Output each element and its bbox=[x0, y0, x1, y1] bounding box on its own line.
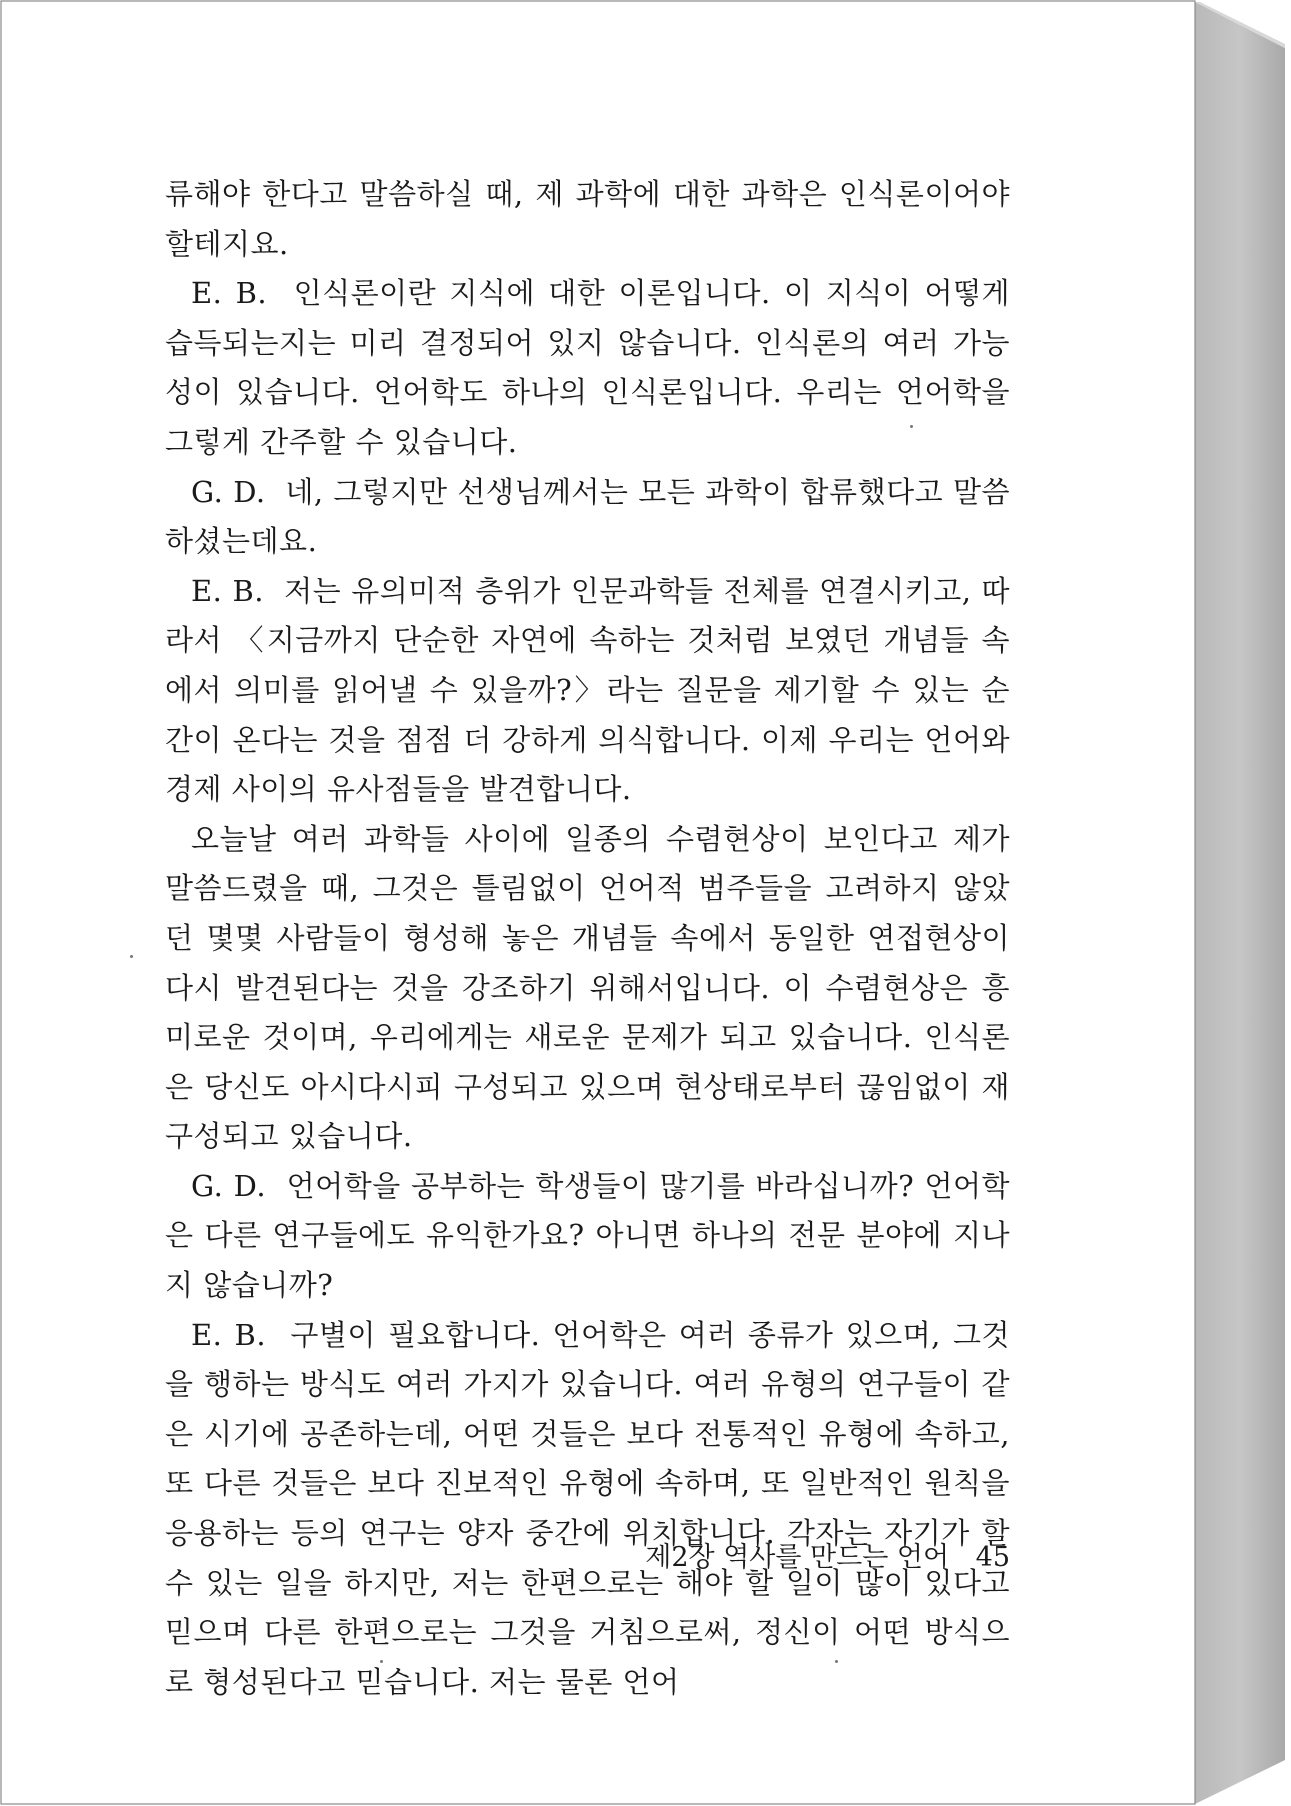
paragraph bbox=[165, 468, 1010, 567]
running-footer bbox=[630, 1535, 1010, 1575]
body-text bbox=[165, 170, 1010, 1707]
speaker-tag: G. D. bbox=[191, 474, 266, 509]
paragraph bbox=[165, 567, 1010, 815]
chapter-title: 역사를 만드는 언어 bbox=[723, 1542, 950, 1573]
paragraph-text: 인식론이란 지식에 대한 이론입니다. 이 지식이 어떻게 습득되는지는 미리 결정되어 있지 않습니다. 인식론의 여러 가능성이 있습니다. 언어학도 하나의 인식론입니다. 우리는 언어학을 그렇게 간주할 수 있습니다. bbox=[165, 276, 1011, 459]
speaker-tag: E. B. bbox=[191, 276, 268, 311]
paragraph bbox=[165, 170, 1010, 269]
paragraph bbox=[165, 815, 1010, 1162]
scan-speck bbox=[835, 1660, 838, 1663]
scan-speck bbox=[910, 425, 913, 428]
paragraph-text: 오늘날 여러 과학들 사이에 일종의 수렴현상이 보인다고 제가 말씀드렸을 때, 그것은 틀림없이 언어적 범주들을 고려하지 않았던 몇몇 사람들이 형성해 놓은 개념들 속에서 동일한 연접현상이 다시 발견된다는 것을 강조하기 위해서입니다. 이 수렴현상은 흥미로운 것이며, 우리에게는 새로운 문제가 되고 있습니다. 인식론은 당신도 아시다시피 구성되고 있으며 현상태로부터 끊임없이 재구성되고 있습니다. bbox=[165, 821, 1010, 1154]
speaker-tag: G. D. bbox=[191, 1168, 267, 1203]
paragraph bbox=[165, 1162, 1010, 1311]
paragraph-text: 류해야 한다고 말씀하실 때, 제 과학에 대한 과학은 인식론이어야 할테지요. bbox=[165, 177, 1010, 261]
paragraph bbox=[165, 1311, 1010, 1708]
paragraph-text: 언어학을 공부하는 학생들이 많기를 바라십니까? 언어학은 다른 연구들에도 유익한가요? 아니면 하나의 전문 분야에 지나지 않습니까? bbox=[165, 1168, 1010, 1303]
paragraph-text: 구별이 필요합니다. 언어학은 여러 종류가 있으며, 그것을 행하는 방식도 여러 가지가 있습니다. 여러 유형의 연구들이 같은 시기에 공존하는데, 어떤 것들은 보다 전통적인 유형에 속하고, 또 다른 것들은 보다 진보적인 유형에 속하며, 또 일반적인 원칙을 응용하는 등의 연구는 양자 중간에 위치합니다. 각자는 자기가 할 수 있는 일을 하지만, 저는 한편으로는 해야 할 일이 많이 있다고 믿으며 다른 한편으로는 그것을 거침으로써, 정신이 어떤 방식으로 형성된다고 믿습니다. 저는 물론 언어 bbox=[165, 1317, 1011, 1699]
speaker-tag: E. B. bbox=[191, 1317, 267, 1352]
scan-speck bbox=[130, 955, 133, 958]
scan-speck bbox=[380, 1660, 383, 1663]
page-number: 45 bbox=[975, 1542, 1010, 1573]
chapter-label: 제2장 bbox=[645, 1542, 715, 1573]
paragraph-text: 저는 유의미적 층위가 인문과학들 전체를 연결시키고, 따라서 〈지금까지 단순한 자연에 속하는 것처럼 보였던 개념들 속에서 의미를 읽어낼 수 있을까?〉라는 질문을 제기할 수 있는 순간이 온다는 것을 점점 더 강하게 의식합니다. 이제 우리는 언어와 경제 사이의 유사점들을 발견합니다. bbox=[165, 573, 1011, 807]
speaker-tag: E. B. bbox=[191, 573, 264, 608]
paragraph-text: 네, 그렇지만 선생님께서는 모든 과학이 합류했다고 말씀하셨는데요. bbox=[165, 474, 1010, 559]
book-side-edge bbox=[1195, 2, 1285, 1804]
paragraph bbox=[165, 269, 1010, 467]
